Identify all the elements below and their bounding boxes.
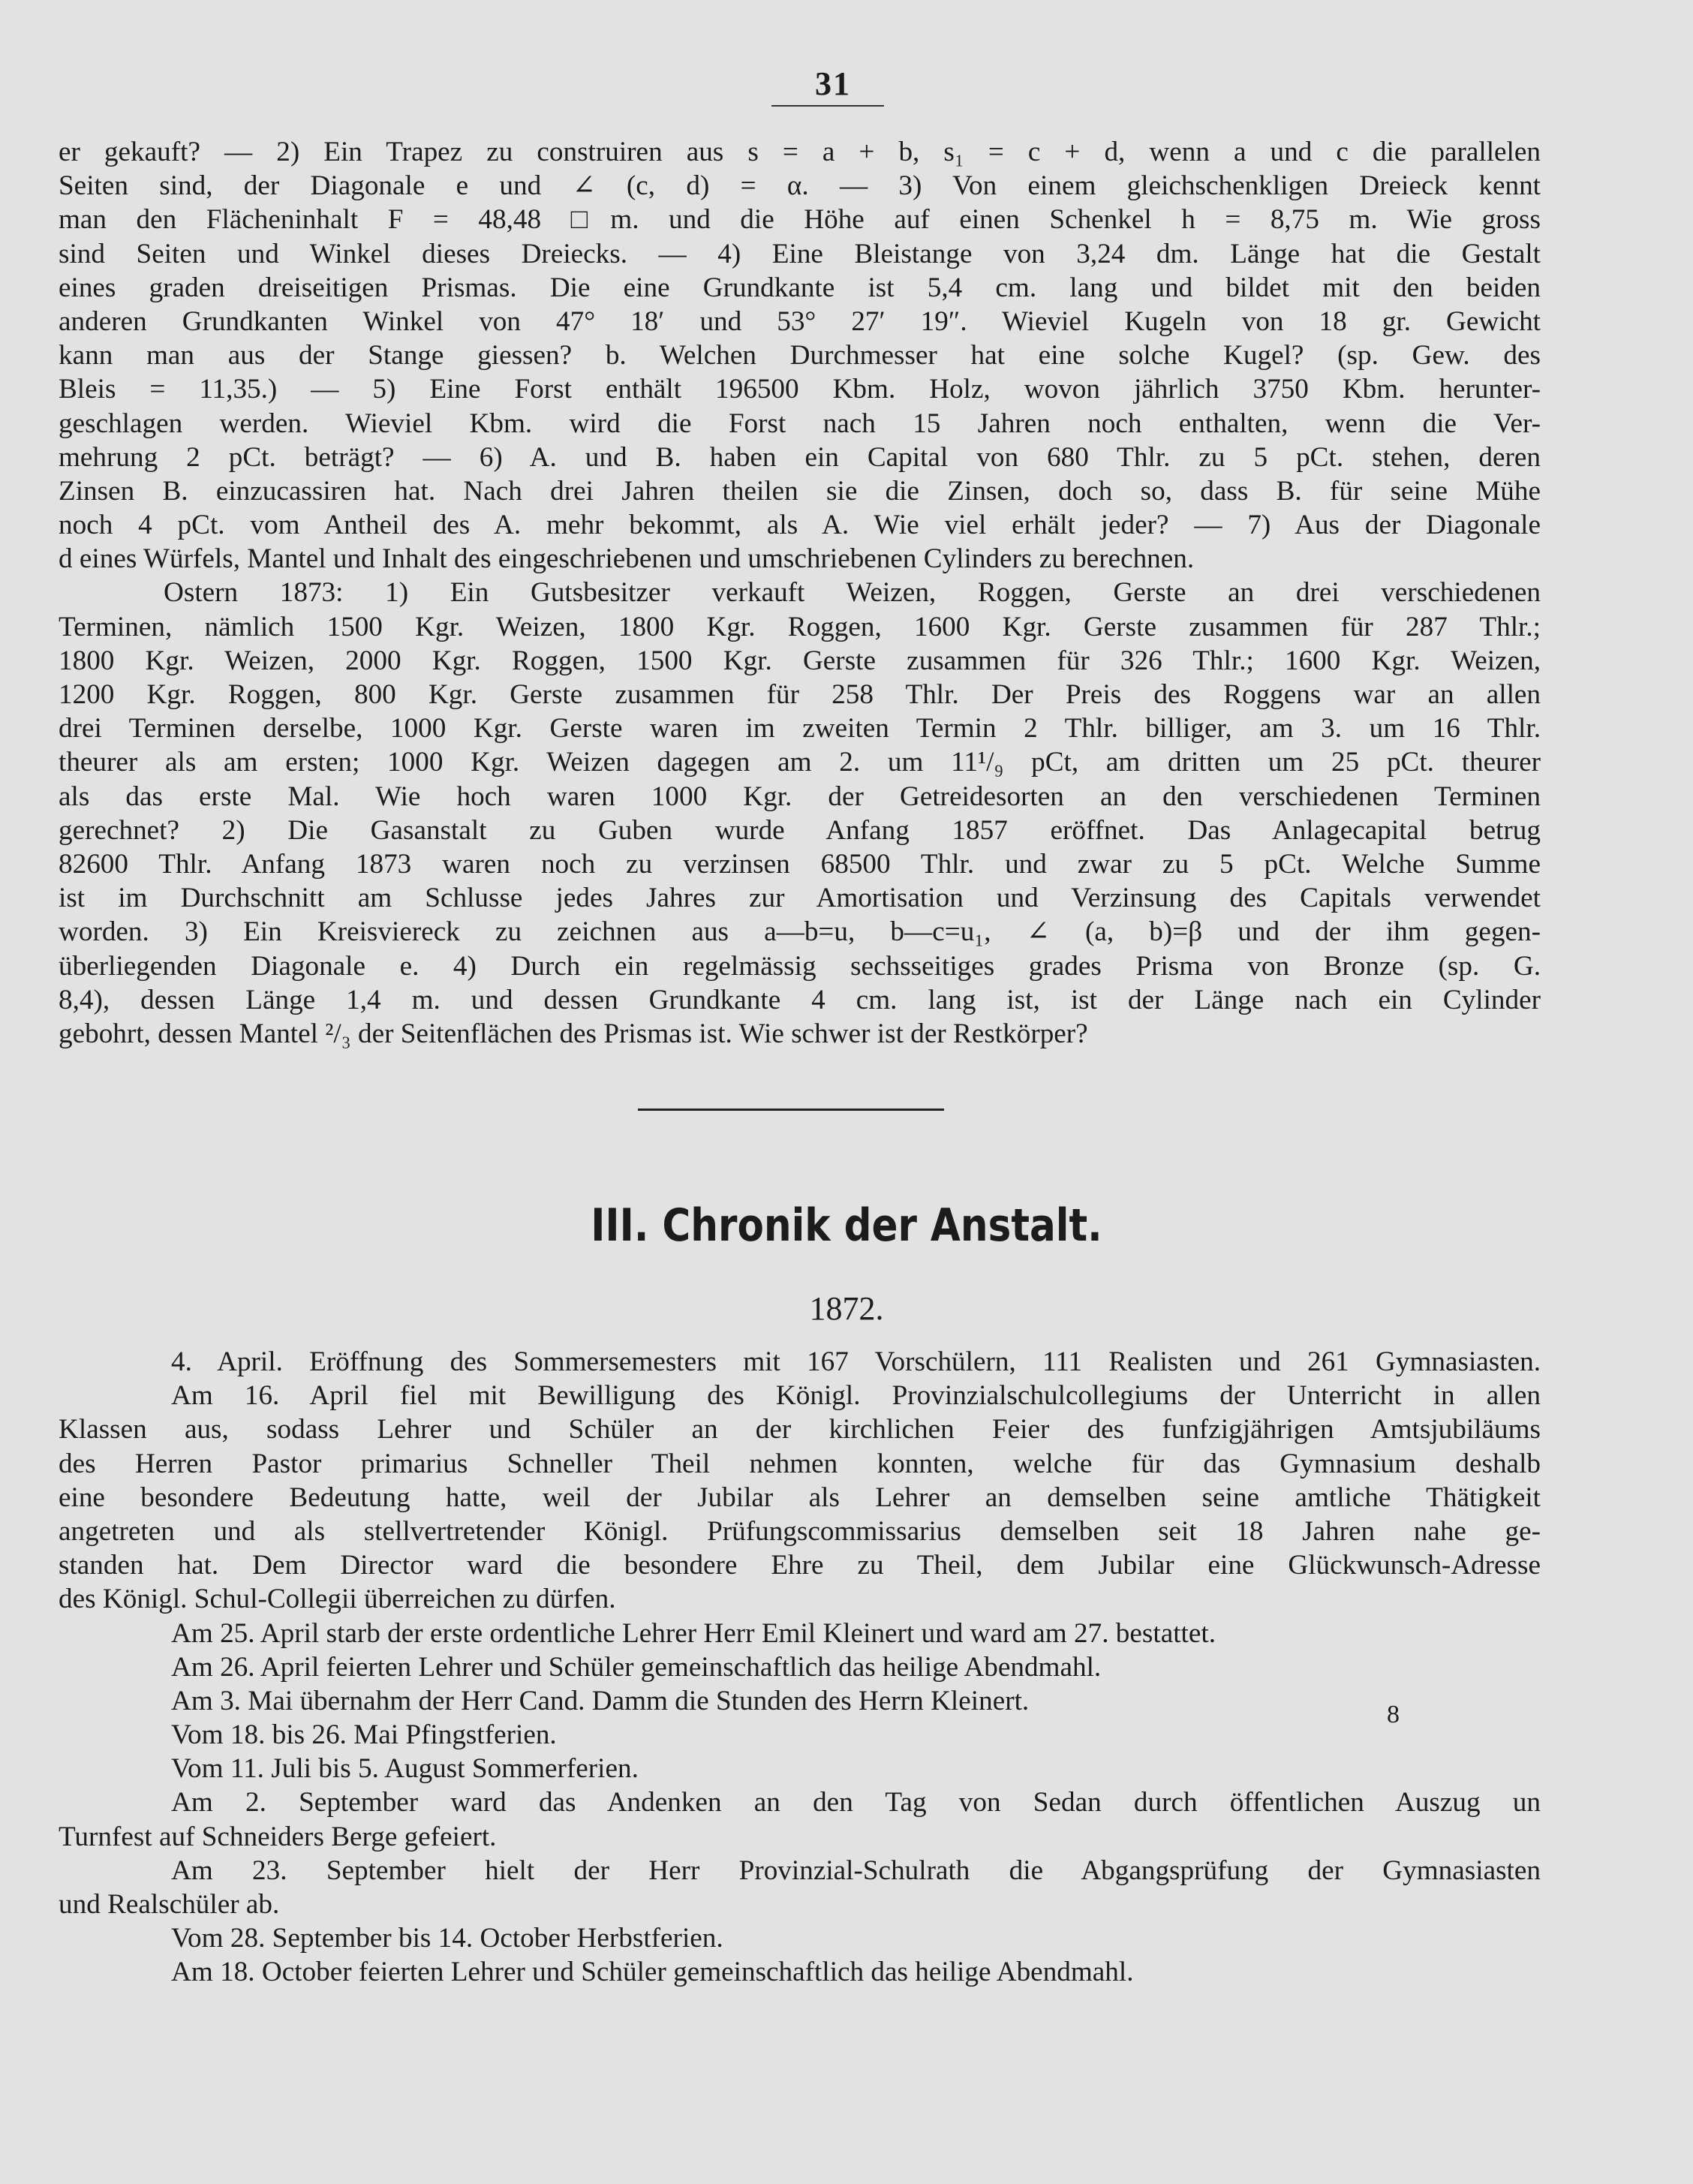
problems-line: kann man aus der Stange giessen? b. Welchen Durchmesser hat eine solche Kugel? (sp. Gew. des — [59, 340, 1541, 372]
problems-line: noch 4 pCt. vom Antheil des A. mehr bekommt, als A. Wie viel erhält jeder? — 7) Aus der Diagonale — [59, 510, 1541, 541]
problems-line: anderen Grundkanten Winkel von 47° 18′ und 53° 27′ 19″. Wieviel Kugeln von 18 gr. Gewicht — [59, 305, 1541, 337]
chronik-line: des Königl. Schul-Collegii überreichen zu dürfen. — [59, 1584, 616, 1615]
problems-line: man den Flächeninhalt F = 48,48 □m. und die Höhe auf einen Schenkel h = 8,75 m. Wie gross — [59, 204, 1541, 236]
problems-line: drei Terminen derselbe, 1000 Kgr. Gerste waren im zweiten Termin 2 Thlr. billiger, am 3. um 16 Thlr. — [59, 713, 1541, 745]
chronik-heading: III. Chronik der Anstalt. — [591, 1199, 1102, 1252]
problems-line: Ostern 1873: 1) Ein Gutsbesitzer verkauft Weizen, Roggen, Gerste an drei verschiedenen — [164, 577, 1541, 609]
problems-line: gerechnet? 2) Die Gasanstalt zu Guben wurde Anfang 1857 eröffnet. Das Anlagecapital betrug — [59, 814, 1541, 846]
page-number-rule — [771, 105, 884, 107]
signature-mark: 8 — [1387, 1701, 1400, 1728]
problems-line: eines graden dreiseitigen Prismas. Die eine Grundkante ist 5,4 cm. lang und bildet mit den beiden — [59, 272, 1541, 303]
page-number: 31 — [815, 65, 851, 102]
problems-line: er gekauft? — 2) Ein Trapez zu construiren aus s = a + b, s₁ = c + d, wenn a und c die parallelen — [59, 137, 1541, 167]
chronik-line: Am 23. September hielt der Herr Provinzial-Schulrath die Abgangsprüfung der Gymnasiasten — [171, 1855, 1541, 1886]
chronik-line: Klassen aus, sodass Lehrer und Schüler an der kirchlichen Feier des funfzigjährigen Amtsjubiläums — [59, 1414, 1541, 1445]
problems-line: 1800 Kgr. Weizen, 2000 Kgr. Roggen, 1500 Kgr. Gerste zusammen für 326 Thlr.; 1600 Kgr. Weizen, — [59, 645, 1541, 676]
problems-line: 1200 Kgr. Roggen, 800 Kgr. Gerste zusammen für 258 Thlr. Der Preis des Roggens war an allen — [59, 679, 1541, 710]
problems-line: ist im Durchschnitt am Schlusse jedes Jahres zur Amortisation und Verzinsung des Capitals verwendet — [59, 883, 1541, 914]
chronik-line: des Herren Pastor primarius Schneller Theil nehmen konnten, welche für das Gymnasium deshalb — [59, 1448, 1541, 1479]
chronik-line: angetreten und als stellvertretender Königl. Prüfungscommissarius demselben seit 18 Jahren nahe ge- — [59, 1515, 1541, 1547]
chronik-text — [59, 1345, 1541, 1990]
chronik-year: 1872. — [809, 1290, 884, 1327]
chronik-line: Am 26. April feierten Lehrer und Schüler gemeinschaftlich das heilige Abendmahl. — [171, 1651, 1102, 1683]
problems-line: als das erste Mal. Wie hoch waren 1000 Kgr. der Getreidesorten an den verschiedenen Terminen — [59, 781, 1541, 812]
problems-line: mehrung 2 pCt. beträgt? — 6) A. und B. haben ein Capital von 680 Thlr. zu 5 pCt. stehen, deren — [59, 441, 1541, 473]
problems-line: Bleis = 11,35.) — 5) Eine Forst enthält 196500 Kbm. Holz, wovon jährlich 3750 Kbm. herunter- — [59, 374, 1541, 405]
chronik-line: Vom 18. bis 26. Mai Pfingstferien. — [171, 1719, 557, 1751]
problems-line: geschlagen werden. Wieviel Kbm. wird die Forst nach 15 Jahren noch enthalten, wenn die Ver- — [59, 408, 1541, 439]
chronik-line: Am 18. October feierten Lehrer und Schüler gemeinschaftlich das heilige Abendmahl. — [171, 1957, 1134, 1988]
chronik-line: und Realschüler ab. — [59, 1889, 280, 1920]
problems-line: überliegenden Diagonale e. 4) Durch ein regelmässig sechsseitiges grades Prisma von Bronze (sp. G. — [59, 950, 1541, 982]
chronik-line: Vom 28. September bis 14. October Herbstferien. — [171, 1923, 723, 1954]
problems-line: sind Seiten und Winkel dieses Dreiecks. — 4) Eine Bleistange von 3,24 dm. Länge hat die Gestalt — [59, 238, 1541, 269]
problems-line: Terminen, nämlich 1500 Kgr. Weizen, 1800 Kgr. Roggen, 1600 Kgr. Gerste zusammen für 287 Thlr.; — [59, 611, 1541, 642]
problems-line: d eines Würfels, Mantel und Inhalt des eingeschriebenen und umschriebenen Cylinders zu berechnen. — [59, 543, 1195, 575]
chronik-line: Am 2. September ward das Andenken an den Tag von Sedan durch öffentlichen Auszug un — [171, 1787, 1541, 1818]
chronik-line: eine besondere Bedeutung hatte, weil der Jubilar als Lehrer an demselben seine amtliche Thätigkeit — [59, 1482, 1541, 1513]
problems-line: Seiten sind, der Diagonale e und ∠ (c, d) = α. — 3) Von einem gleichschenkligen Dreieck kennt — [59, 170, 1541, 202]
problems-line: 82600 Thlr. Anfang 1873 waren noch zu verzinsen 68500 Thlr. und zwar zu 5 pCt. Welche Summe — [59, 848, 1541, 880]
problems-line: 8,4), dessen Länge 1,4 m. und dessen Grundkante 4 cm. lang ist, ist der Länge nach ein Cylinder — [59, 984, 1541, 1015]
chronik-line: standen hat. Dem Director ward die besondere Ehre zu Theil, dem Jubilar eine Glückwunsch-Adresse — [59, 1550, 1541, 1581]
chronik-line: Am 16. April fiel mit Bewilligung des Königl. Provinzialschulcollegiums der Unterricht in allen — [171, 1380, 1541, 1412]
chronik-line: Turnfest auf Schneiders Berge gefeiert. — [59, 1821, 497, 1852]
chronik-line: Vom 11. Juli bis 5. August Sommerferien. — [171, 1753, 639, 1785]
problems-line: theurer als am ersten; 1000 Kgr. Weizen dagegen am 2. um 11¹/₉ pCt, am dritten um 25 pCt. theurer — [59, 747, 1541, 778]
problems-text — [59, 135, 1541, 1051]
chronik-line: Am 25. April starb der erste ordentliche Lehrer Herr Emil Kleinert und ward am 27. bestattet. — [171, 1617, 1216, 1649]
chronik-line: Am 3. Mai übernahm der Herr Cand. Damm die Stunden des Herrn Kleinert. — [171, 1685, 1030, 1716]
problems-line: worden. 3) Ein Kreisviereck zu zeichnen aus a—b=u, b—c=u₁, ∠ (a, b)=β und der ihm gegen- — [59, 916, 1541, 948]
problems-line: Zinsen B. einzucassiren hat. Nach drei Jahren theilen sie die Zinsen, doch so, dass B. für seine Mühe — [59, 475, 1541, 507]
section-divider — [638, 1109, 944, 1111]
chronik-line: 4. April. Eröffnung des Sommersemesters mit 167 Vorschülern, 111 Realisten und 261 Gymnasiasten. — [171, 1346, 1541, 1377]
problems-line: gebohrt, dessen Mantel ²/₃ der Seitenflächen des Prismas ist. Wie schwer ist der Restkörper? — [59, 1018, 1088, 1049]
